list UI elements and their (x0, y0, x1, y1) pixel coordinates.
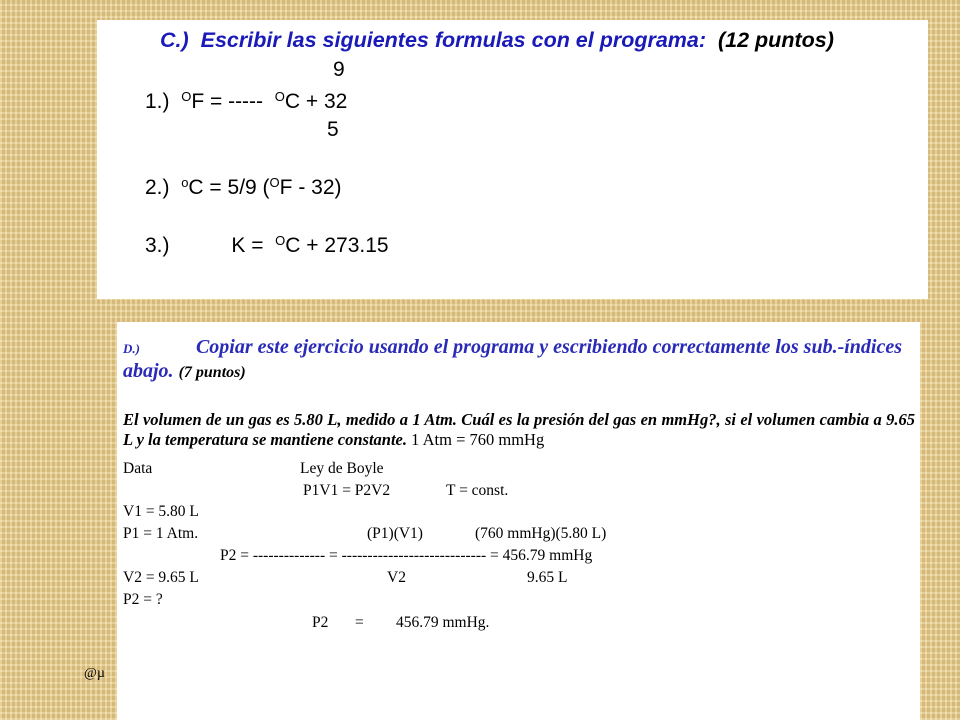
formula1-number: 1.) (145, 90, 170, 113)
v2-value: V2 = 9.65 L (123, 569, 199, 586)
formula3-end: C + 273.15 (285, 234, 389, 257)
formula2-main: C = 5/9 ( (188, 176, 270, 199)
degree-symbol: O (269, 174, 280, 190)
law-name: Ley de Boyle (300, 460, 384, 477)
v1-value: V1 = 5.80 L (123, 503, 199, 520)
fraction1-numerator: (P1)(V1) (367, 525, 423, 542)
degree-symbol: O (274, 88, 285, 104)
formula3 (145, 234, 389, 258)
formula1-numerator: 9 (333, 58, 345, 81)
section-d-heading (123, 336, 913, 384)
section-c-letter: C.) (160, 28, 189, 52)
section-c-points: (12 puntos) (718, 28, 834, 52)
p1-value: P1 = 1 Atm. (123, 525, 199, 542)
section-c-heading (160, 28, 834, 53)
section-c-title: Escribir las siguientes formulas con el programa: (200, 28, 707, 52)
conversion-factor: 1 Atm = 760 mmHg (411, 430, 545, 449)
result-equals: = (355, 614, 364, 631)
problem-statement (123, 410, 915, 450)
fraction2-numerator: (760 mmHg)(5.80 L) (475, 525, 607, 542)
formula3-main: K = (231, 234, 264, 257)
section-c-panel (97, 20, 928, 299)
result-value: 456.79 mmHg. (396, 614, 490, 631)
p2-calculation: P2 = -------------- = ---------------------------- = 456.79 mmHg (220, 547, 593, 564)
formula2-number: 2.) (145, 176, 170, 199)
problem-text: El volumen de un gas es 5.80 L, medido a 1 Atm. Cuál es la presión del gas en mmHg?, si el volumen cambia a 9.65 L y la temperatura se mantiene constante. (123, 410, 915, 449)
law-condition: T = const. (446, 482, 509, 499)
formula1-end: C + 32 (284, 90, 348, 113)
law-formula: P1V1 = P2V2 (303, 482, 391, 499)
footer-mark: @µ (84, 666, 105, 681)
data-label: Data (123, 460, 153, 477)
degree-symbol: O (181, 88, 192, 104)
formula1-main: F = ----- (191, 90, 264, 113)
degree-symbol: o (181, 174, 189, 190)
formula2-end: F - 32) (279, 176, 342, 199)
result-label: P2 (312, 614, 329, 631)
fraction1-denominator: V2 (387, 569, 406, 586)
section-d-panel (117, 322, 920, 720)
formula1-denominator: 5 (327, 118, 339, 141)
formula1 (145, 90, 347, 114)
degree-symbol: O (275, 232, 286, 248)
formula2 (145, 176, 342, 200)
section-d-instruction: Copiar este ejercicio usando el programa y escribiendo correctamente los sub.-índices abajo. (123, 336, 903, 382)
section-d-points: (7 puntos) (178, 364, 246, 381)
section-d-letter: D.) (123, 341, 140, 356)
p2-unknown: P2 = ? (123, 591, 163, 608)
fraction2-denominator: 9.65 L (527, 569, 568, 586)
formula3-number: 3.) (145, 234, 170, 257)
